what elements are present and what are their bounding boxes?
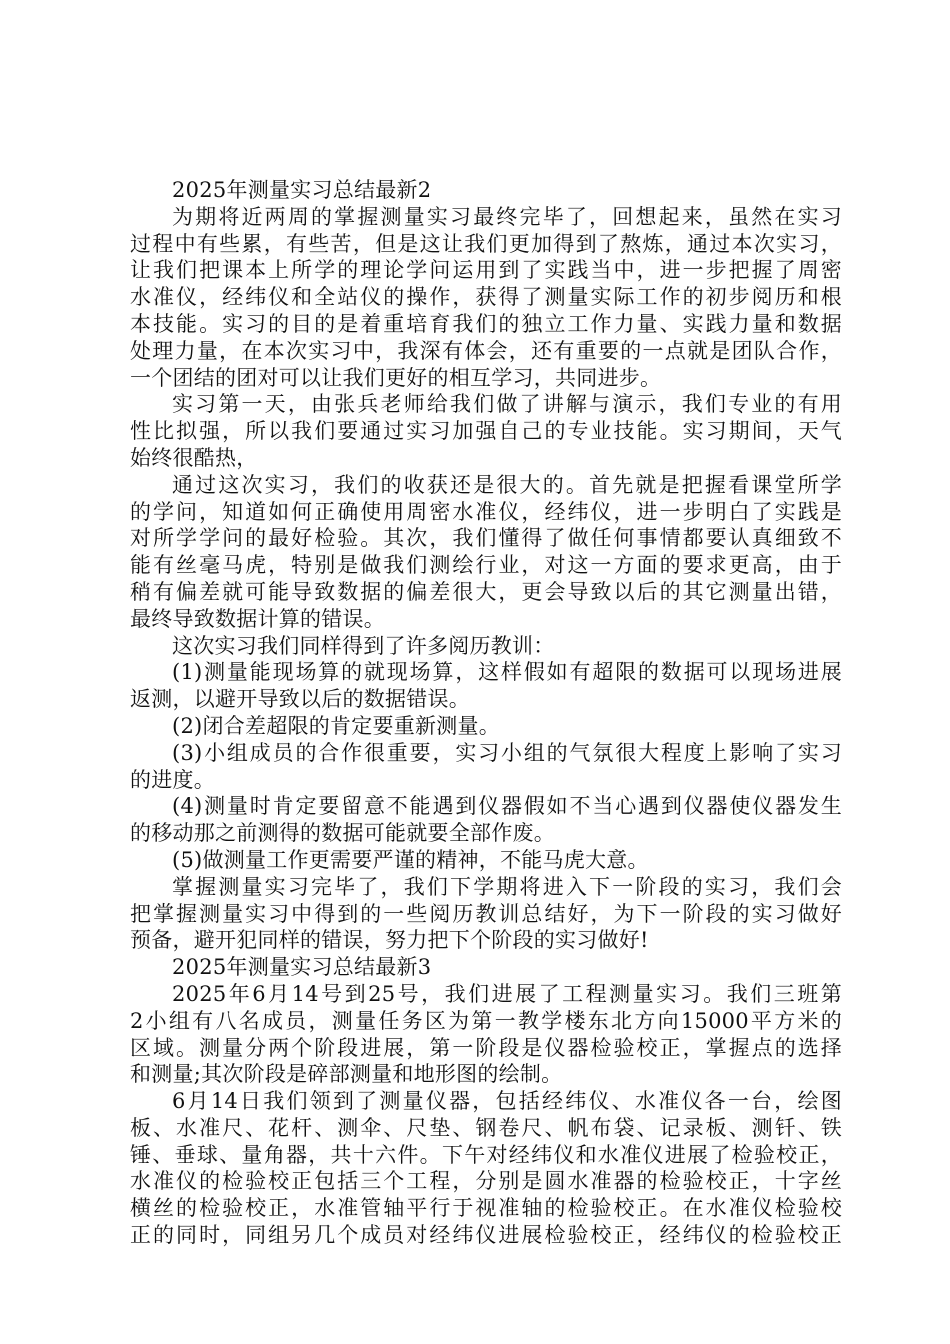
text-line: 2025年6月14号到25号，我们进展了工程测量实习。我们三班第: [172, 981, 842, 1006]
text-line: 横丝的检验校正，水准管轴平行于视准轴的检验校正。在水准仪检验校: [130, 1196, 842, 1221]
text-line: 处理力量，在本次实习中，我深有体会，还有重要的一点就是团队合作，: [130, 338, 842, 363]
text-line: 区域。测量分两个阶段进展，第一阶段是仪器检验校正，掌握点的选择: [130, 1035, 842, 1060]
text-line: (3)小组成员的合作很重要，实习小组的气氛很大程度上影响了实习: [172, 740, 842, 765]
text-line: 一个团结的团对可以让我们更好的相互学习，共同进步。: [130, 365, 662, 390]
text-line: 锤、垂球、量角器，共十六件。下午对经纬仪和水准仪进展了检验校正，: [130, 1142, 842, 1167]
text-line: 稍有偏差就可能导致数据的偏差很大，更会导致以后的其它测量出错，: [130, 579, 842, 604]
text-line: 把掌握测量实习中得到的一些阅历教训总结好，为下一阶段的实习做好: [130, 901, 842, 926]
text-line: 的进度。: [130, 767, 215, 792]
text-line: 为期将近两周的掌握测量实习最终完毕了，回想起来，虽然在实习: [172, 204, 842, 229]
text-line: 正的同时，同组另几个成员对经纬仪进展检验校正，经纬仪的检验校正: [130, 1223, 842, 1248]
text-line: (2)闭合差超限的肯定要重新测量。: [172, 713, 500, 738]
text-line: 性比拟强，所以我们要通过实习加强自己的专业技能。实习期间，天气: [130, 419, 842, 444]
text-line: 这次实习我们同样得到了许多阅历教训：: [172, 633, 555, 658]
document-body: [130, 177, 842, 1249]
text-line: 对所学学问的最好检验。其次，我们懂得了做任何事情都要认真细致不: [130, 526, 842, 551]
text-line: 2小组有八名成员，测量任务区为第一教学楼东北方向15000平方米的: [130, 1008, 842, 1033]
text-line: 2025年测量实习总结最新3: [172, 955, 432, 980]
text-line: 水准仪的检验校正包括三个工程，分别是圆水准器的检验校正，十字丝: [130, 1169, 842, 1194]
text-line: 6月14日我们领到了测量仪器，包括经纬仪、水准仪各一台，绘图: [172, 1089, 842, 1114]
text-line: 水准仪，经纬仪和全站仪的操作，获得了测量实际工作的初步阅历和根: [130, 285, 842, 310]
text-line: 预备，避开犯同样的错误，努力把下个阶段的实习做好!: [130, 928, 649, 953]
text-line: 返测，以避开导致以后的数据错误。: [130, 687, 470, 712]
text-line: 和测量;其次阶段是碎部测量和地形图的绘制。: [130, 1062, 563, 1087]
text-line: 实习第一天，由张兵老师给我们做了讲解与演示，我们专业的有用: [172, 392, 842, 417]
text-line: 的移动那之前测得的数据可能就要全部作废。: [130, 821, 555, 846]
text-line: 能有丝毫马虎，特别是做我们测绘行业，对这一方面的要求更高，由于: [130, 553, 842, 578]
text-line: (1)测量能现场算的就现场算，这样假如有超限的数据可以现场进展: [172, 660, 842, 685]
text-line: (5)做测量工作更需要严谨的精神，不能马虎大意。: [172, 847, 649, 872]
text-line: 掌握测量实习完毕了，我们下学期将进入下一阶段的实习，我们会: [172, 874, 842, 899]
text-line: 让我们把课本上所学的理论学问运用到了实践当中，进一步把握了周密: [130, 258, 842, 283]
text-line: 2025年测量实习总结最新2: [172, 178, 432, 202]
text-line: 板、水准尺、花杆、测伞、尺垫、钢卷尺、帆布袋、记录板、测钎、铁: [130, 1115, 842, 1140]
text-line: 的学问，知道如何正确使用周密水准仪，经纬仪，进一步明白了实践是: [130, 499, 842, 524]
text-line: (4)测量时肯定要留意不能遇到仪器假如不当心遇到仪器使仪器发生: [172, 794, 842, 819]
text-line: 最终导致数据计算的错误。: [130, 606, 385, 631]
text-line: 始终很酷热，: [130, 445, 258, 470]
text-line: 通过这次实习，我们的收获还是很大的。首先就是把握看课堂所学: [172, 472, 842, 497]
text-line: 本技能。实习的目的是着重培育我们的独立工作力量、实践力量和数据: [130, 311, 842, 336]
text-line: 过程中有些累，有些苦，但是这让我们更加得到了熬炼，通过本次实习，: [130, 231, 842, 256]
